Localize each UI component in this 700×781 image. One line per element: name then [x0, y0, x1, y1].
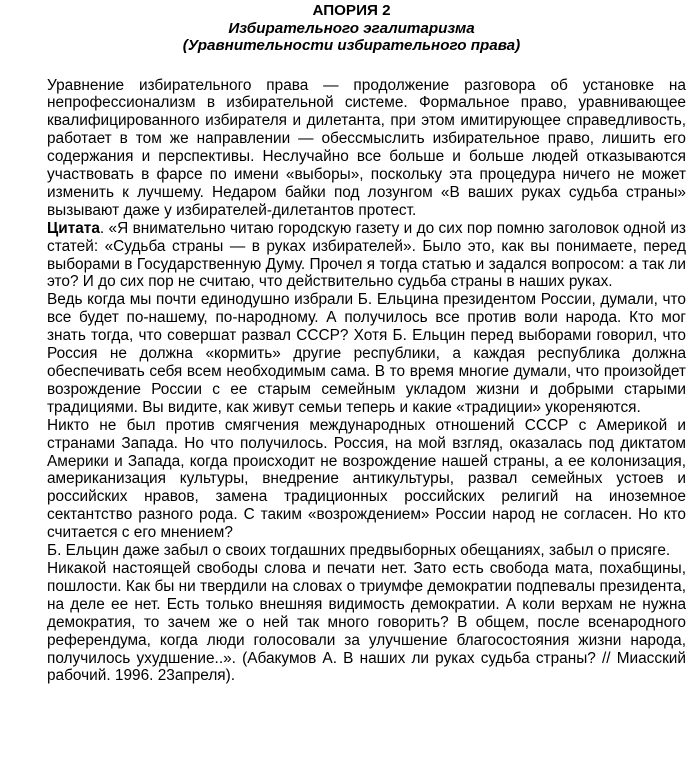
heading-subtitle: Избирательного эгалитаризма	[228, 19, 475, 37]
heading-title: АПОРИЯ 2	[312, 2, 391, 19]
quote-text: . «Я внимательно читаю городскую газету и до сих пор помню заголовок одной из статей: «Судьба страны — в руках избирателей». Было это, как вы понимаете, перед выборами в Государственную Думу. Прочел я тогда статью и задался вопросом: а так ли это? И до сих пор не считаю, что действительно судьба страны в наших руках.	[47, 219, 686, 291]
paragraph-intro: Уравнение избирательного права — продолжение разговора об установке на непрофессионализм в избирательной системе. Формальное право, уравнивающее квалифицированного избирателя и дилетанта, при этом имитирующее справедливость, работает в том же направлении — обессмыслить избирательное право, лишить его содержания и перспективы. Неслучайно все больше и больше людей отказываются участвовать в фарсе по имени «выборы», поскольку эта процедура ничего не может изменить к лучшему. Недаром байки под лозунгом «В ваших руках судьба страны» вызывают даже у избирателей-дилетантов протест.	[47, 76, 686, 219]
paragraph-yeltsin-election: Ведь когда мы почти единодушно избрали Б. Ельцина президентом России, думали, что все будет по-нашему, по-народному. А получилось все против воли народа. Кто мог знать тогда, что совершат развал СССР? Хотя Б. Ельцин перед выборами говорил, что Россия не должна «кормить» другие республики, а каждая республика должна обеспечивать себя всем необходимым сама. В то время многие думали, что произойдет возрождение России с ее старым семейным укладом жизни и добрыми старыми традициями. Вы видите, как живут семьи теперь и какие «традиции» укореняются.	[47, 291, 686, 416]
document-heading	[17, 2, 686, 55]
quote-paragraph	[47, 220, 686, 292]
paragraph-forgotten-promises: Б. Ельцин даже забыл о своих тогдашних предвыборных обещаниях, забыл о присяге.	[47, 542, 671, 560]
quote-label: Цитата	[47, 219, 100, 237]
heading-subtitle-parenthetical: (Уравнительности избирательного права)	[182, 37, 521, 54]
paragraph-international-relations: Никто не был против смягчения международных отношений СССР с Америкой и странами Запада. Но что получилось. Россия, на мой взгляд, оказалась под диктатом Америки и Запада, когда происходит не возрождение нашей страны, а ее колонизация, американизация культуры, внедрение антикультуры, развал семейных устоев и российских нравов, замена традиционных российских религий на иноземное сектантство разного рода. С таким «возрождением» России народ не согласен. Но кто считается с его мнением?	[47, 416, 686, 542]
document-body	[47, 77, 686, 686]
paragraph-freedom-of-speech: Никакой настоящей свободы слова и печати нет. Зато есть свобода мата, похабщины, пошлости. Как бы ни твердили на словах о триумфе демократии подпевалы президента, на деле ее нет. Есть только внешняя видимость демократии. А коли верхам не нужна демократия, то зачем же о ней так много говорить? В общем, после всенародного референдума, когда люди голосовали за улучшение благосостояния жизни народа, получилось ухудшение..». (Абакумов А. В наших ли руках судьба страны? // Миасский рабочий. 1996. 23апреля).	[47, 559, 686, 685]
